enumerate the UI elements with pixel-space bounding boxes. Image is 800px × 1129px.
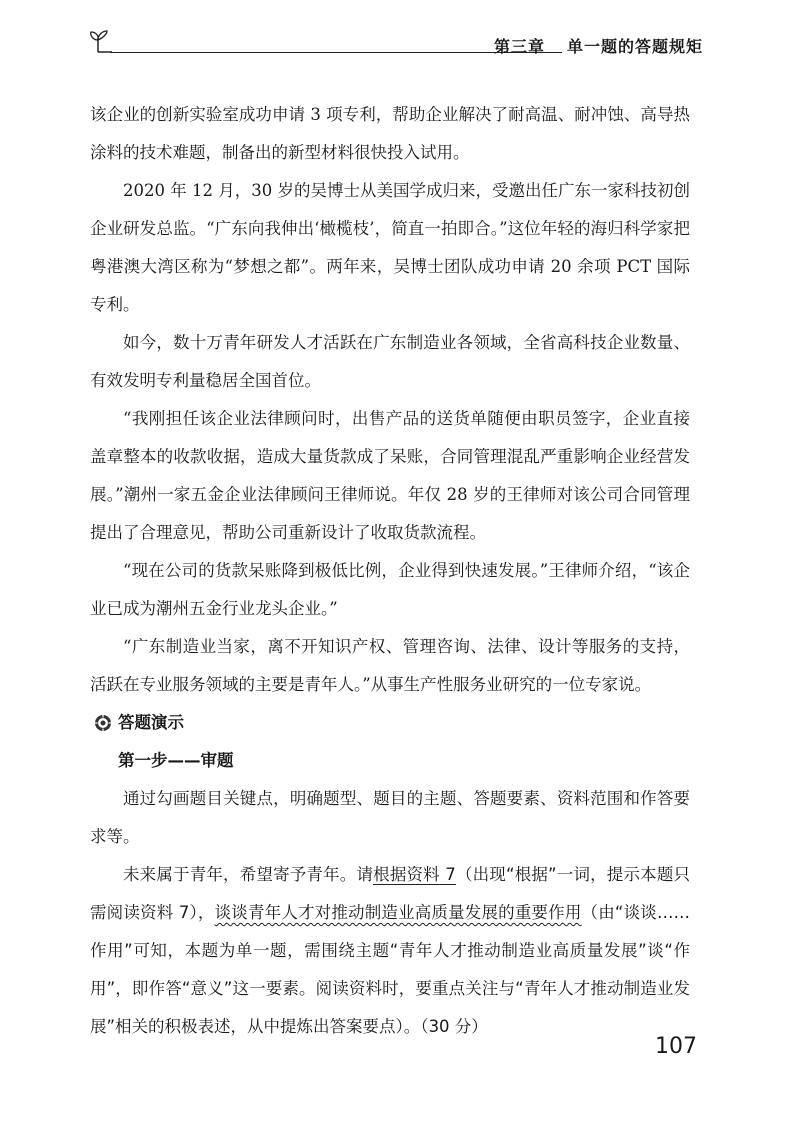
paragraph-3: 如今，数十万青年研发人才活跃在广东制造业各领域，全省高科技企业数量、有效发明专利量稳居全国首位。: [90, 333, 690, 390]
gear-icon: [94, 714, 112, 732]
chapter-title: 单一题的答题规矩: [567, 37, 704, 56]
paragraph-1: 该企业的创新实验室成功申请 3 项专利，帮助企业解决了耐高温、耐冲蚀、高导热涂料的技术难题，制备出的新型材料很快投入试用。: [90, 105, 690, 162]
chapter-number: 第三章: [494, 37, 546, 56]
question-material-ref: 根据资料 7: [373, 865, 456, 884]
page-body: [90, 96, 690, 1046]
sprout-icon: [88, 28, 118, 58]
section-title: 答题演示: [118, 713, 184, 732]
paragraph-4: “我刚担任该企业法律顾问时，出售产品的送货单随便由职员签字，企业直接盖章整本的收款收据，造成大量货款成了呆账，合同管理混乱严重影响企业经营发展。”潮州一家五金企业法律顾问王律师说。年仅 28 岁的王律师对该公司合同管理提出了合理意见，帮助公司重新设计了收取货款流程。: [90, 409, 690, 542]
question-score: （30 分）: [420, 1017, 488, 1036]
paragraph-5: “现在公司的货款呆账降到极低比例，企业得到快速发展。”王律师介绍，“该企业已成为潮州五金行业龙头企业。”: [90, 561, 690, 618]
paragraph-6: “广东制造业当家，离不开知识产权、管理咨询、法律、设计等服务的支持，活跃在专业服务领域的主要是青年人。”从事生产性服务业研究的一位专家说。: [90, 637, 690, 694]
section-heading: [90, 704, 690, 742]
analysis-intro: 通过勾画题目关键点，明确题型、题目的主题、答题要素、资料范围和作答要求等。: [90, 789, 690, 846]
page-number: 107: [655, 1034, 697, 1059]
question-topic: 谈谈青年人才对推动制造业高质量发展的重要作用: [214, 903, 582, 922]
paragraph-2: 2020 年 12 月，30 岁的吴博士从美国学成归来，受邀出任广东一家科技初创企业研发总监。“广东向我伸出‘橄榄枝’，简直一拍即合。”这位年轻的海归科学家把粤港澳大湾区称为“梦想之都”。两年来，吴博士团队成功申请 20 余项 PCT 国际专利。: [90, 181, 690, 314]
question-note-1: （出现“根据”一词，提示本题只需阅读资料 7），: [90, 865, 690, 922]
page-header: [88, 28, 704, 58]
question-analysis: [90, 856, 690, 1046]
step-heading: 第一步——审题: [118, 751, 234, 770]
question-lead: 未来属于青年，希望寄予青年。请: [123, 865, 374, 884]
question-note-2: （由“谈谈……作用”可知，本题为单一题，需围绕主题“青年人才推动制造业高质量发展”谈“作用”，即作答“意义”这一要素。阅读资料时，要重点关注与“青年人才推动制造业发展”相关的积极表述，从中提炼出答案要点）。: [90, 903, 690, 1036]
chapter-heading: [494, 34, 703, 57]
